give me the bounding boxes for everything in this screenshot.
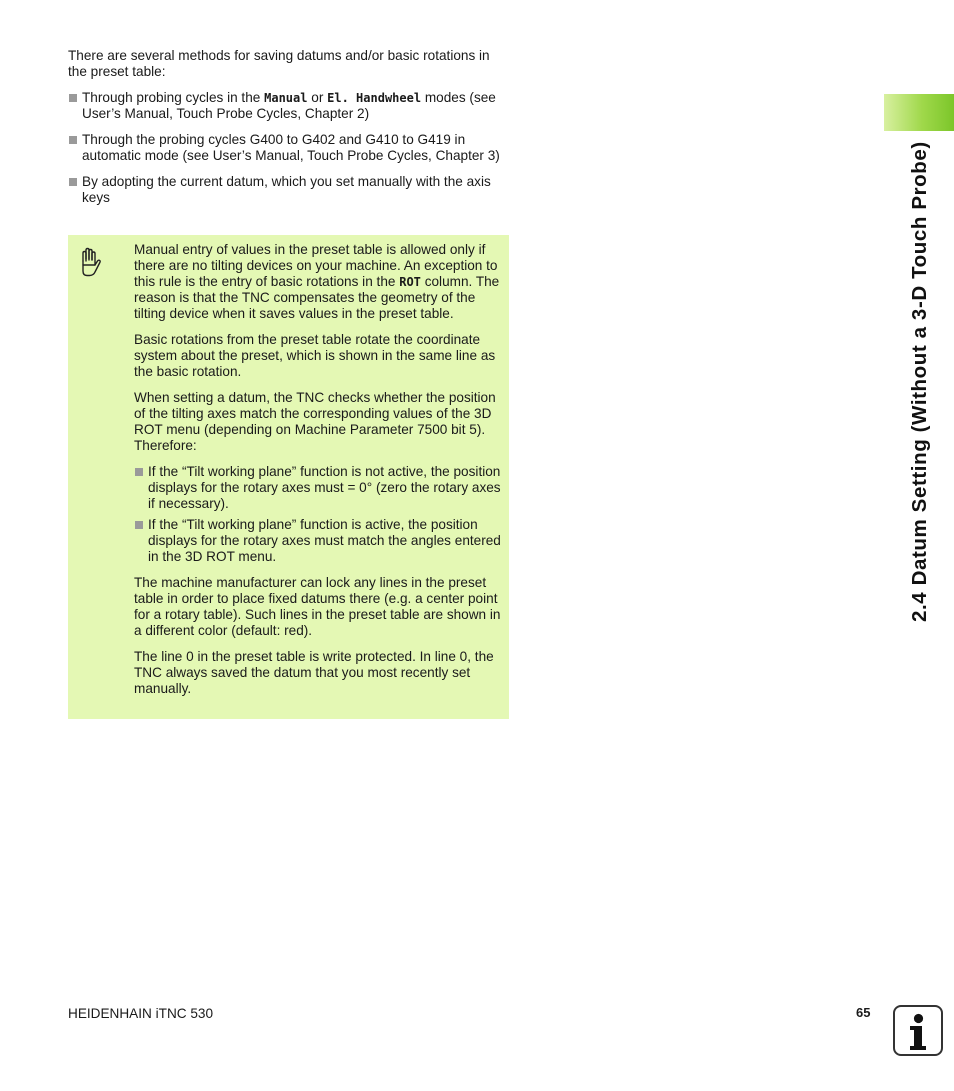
chapter-tab-marker: [884, 94, 954, 131]
code-el-handwheel: El. Handwheel: [327, 91, 422, 105]
footer-product-name: HEIDENHAIN iTNC 530: [68, 1006, 214, 1021]
note-sub-list: [134, 464, 502, 565]
note-text: [134, 242, 502, 707]
hand-pointer-icon: [78, 247, 102, 279]
page-number: 65: [856, 1005, 871, 1020]
list-item: By adopting the current datum, which you set manually with the axis keys: [68, 174, 510, 206]
note-paragraph: When setting a datum, the TNC checks whether the position of the tilting axes match the corresponding values of the 3D ROT menu (depending on Machine Parameter 7500 bit 5). Therefore:: [134, 390, 496, 453]
code-manual: Manual: [264, 91, 308, 105]
bullet-text: Through probing cycles in the: [82, 90, 261, 105]
section-side-title: 2.4 Datum Setting (Without a 3-D Touch Probe): [908, 141, 931, 622]
note-paragraph: The machine manufacturer can lock any lines in the preset table in order to place fixed datums there (e.g. a center point for a rotary table). Such lines in the preset table are shown in a different color (default: red).: [134, 575, 501, 638]
info-i-glyph: [895, 1007, 941, 1054]
bullet-text: modes (see User’s Manual, Touch Probe Cycles, Chapter 2): [82, 90, 496, 121]
intro-paragraph: There are several methods for saving datums and/or basic rotations in the preset table:: [68, 48, 490, 79]
note-paragraph: [134, 242, 502, 322]
code-rot: ROT: [399, 275, 421, 289]
note-text-span: Manual entry of values in the preset table is allowed only if there are no tilting devices on your machine. An exception to this rule is the entry of basic rotations in the: [134, 242, 498, 289]
info-i-icon: [893, 1005, 943, 1056]
note-paragraph: The line 0 in the preset table is write protected. In line 0, the TNC always saved the datum that you most recently set manually.: [134, 649, 494, 696]
bullet-text: or: [311, 90, 324, 105]
main-content: [68, 48, 510, 216]
list-item: If the “Tilt working plane” function is active, the position displays for the rotary axes must match the angles entered in the 3D ROT menu.: [134, 517, 502, 565]
method-list: [68, 90, 510, 206]
list-item: If the “Tilt working plane” function is not active, the position displays for the rotary axes must = 0° (zero the rotary axes if necessary).: [134, 464, 502, 512]
note-box: [68, 235, 509, 719]
note-text-span: column. The reason is that the TNC compensates the geometry of the tilting device when it saves values in the preset table.: [134, 274, 500, 321]
note-paragraph: Basic rotations from the preset table rotate the coordinate system about the preset, which is shown in the same line as the basic rotation.: [134, 332, 496, 379]
list-item: Through the probing cycles G400 to G402 and G410 to G419 in automatic mode (see User’s Manual, Touch Probe Cycles, Chapter 3): [68, 132, 510, 164]
list-item: [68, 90, 510, 122]
